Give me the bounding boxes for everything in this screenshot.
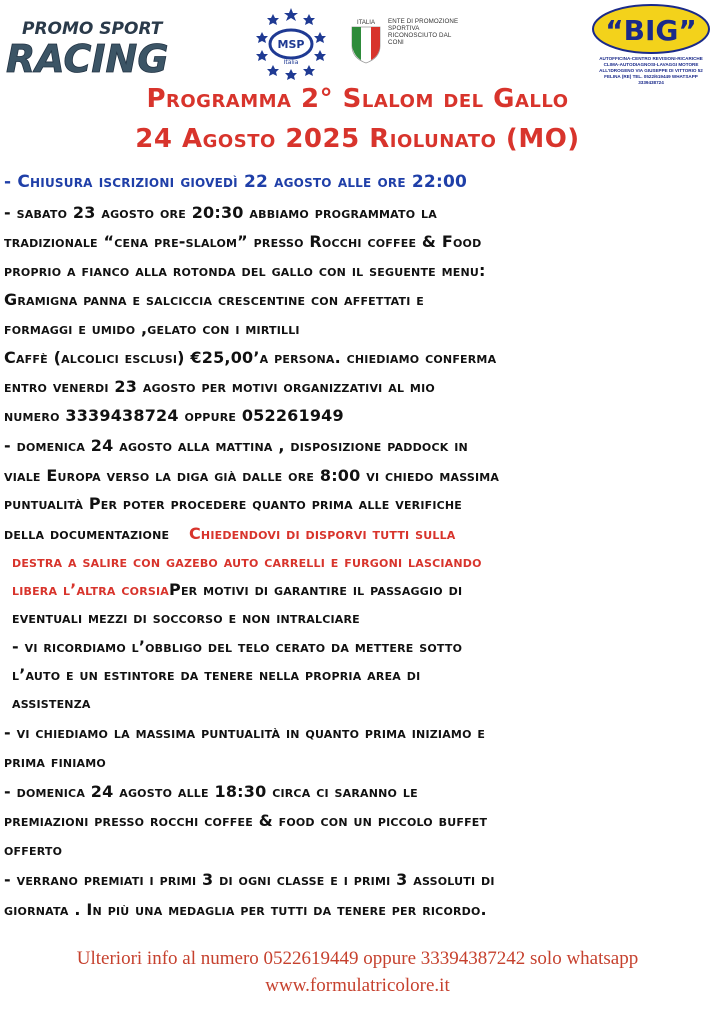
msp-logo-text: MSP bbox=[277, 38, 305, 51]
paddock-instruction-text: Chiedendovi di disporvi tutti sulla bbox=[188, 524, 456, 543]
body-line: numero 3339438724 oppure 052261949 bbox=[4, 406, 344, 425]
body-line: proprio a fianco alla rotonda del gallo con il seguente menu: bbox=[4, 261, 486, 280]
page-title-line2: 24 Agosto 2025 Riolunato (MO) bbox=[135, 124, 580, 154]
body-line: Gramigna panna e salciccia crescentine con affettati e bbox=[4, 290, 425, 309]
body-line: - domenica 24 agosto alla mattina , disposizione paddock in bbox=[4, 436, 468, 455]
coni-text: ENTE DI PROMOZIONE SPORTIVA RICONOSCIUTO DAL CONI bbox=[388, 18, 459, 46]
body-line: tradizionale “cena pre-slalom” presso Rocchi coffee & Food bbox=[4, 232, 482, 251]
coni-country: ITALIA bbox=[357, 20, 375, 26]
body-line: eventuali mezzi di soccorso e non intralciare bbox=[12, 608, 360, 627]
promo-sport-racing-logo bbox=[4, 10, 179, 85]
body-line: l’auto e un estintore da tenere nella propria area di bbox=[12, 665, 421, 684]
page-title-line1: Programma 2° Slalom del Gallo bbox=[146, 84, 569, 114]
documentation-text: della documentazione bbox=[4, 524, 170, 543]
body-line: - domenica 24 agosto alle 18:30 circa ci saranno le bbox=[4, 782, 418, 801]
body-line: assistenza bbox=[12, 693, 91, 712]
footer-website[interactable]: www.formulatricolore.it bbox=[265, 975, 450, 996]
promo-logo-bottom: RACING bbox=[6, 37, 169, 81]
body-line: puntualità Per poter procedere quanto prima alle verifiche bbox=[4, 494, 463, 513]
documentation-line bbox=[4, 524, 712, 543]
big-autofficina-logo bbox=[590, 2, 712, 92]
body-line: - verrano premiati i primi 3 di ogni classe e i primi 3 assoluti di bbox=[4, 870, 495, 889]
rescue-reason-text: Per motivi di garantire il passaggio di bbox=[169, 580, 463, 599]
big-logo-text: “BIG” bbox=[605, 14, 697, 47]
coni-badge bbox=[346, 16, 466, 66]
body-line: Caffè (alcolici esclusi) €25,00’a persona. chiediamo conferma bbox=[4, 348, 497, 367]
body-line: entro venerdi 23 agosto per motivi organizzativi al mio bbox=[4, 377, 435, 396]
body-line: - vi chiediamo la massima puntualità in quanto prima iniziamo e bbox=[4, 723, 486, 742]
promo-logo-top: PROMO SPORT bbox=[22, 19, 163, 39]
msp-logo-sub: Italia bbox=[283, 59, 299, 66]
body-line: - vi ricordiamo l’obbligo del telo cerato da mettere sotto bbox=[12, 637, 463, 656]
body-line: premiazioni presso rocchi coffee & food con un piccolo buffet bbox=[4, 811, 488, 830]
msp-italia-logo bbox=[254, 6, 328, 80]
paddock-instruction-line2: destra a salire con gazebo auto carrelli e furgoni lasciando bbox=[12, 552, 482, 571]
body-line: giornata . In più una medaglia per tutti da tenere per ricordo. bbox=[4, 900, 487, 919]
body-line: formaggi e umido ,gelato con i mirtilli bbox=[4, 319, 300, 338]
body-line: offerto bbox=[4, 840, 63, 859]
body-line: viale Europa verso la diga già dalle ore 8:00 vi chiedo massima bbox=[4, 466, 500, 485]
paddock-instruction-text3: libera l’altra corsia bbox=[12, 580, 170, 599]
body-line: prima finiamo bbox=[4, 752, 106, 771]
closing-registration-line: - Chiusura iscrizioni giovedì 22 agosto alle ore 22:00 bbox=[4, 172, 467, 192]
big-contact-text: AUTOFFICINA-CENTRO REVISIONI-RICARICHE CLIMA-AUTODIAGNOSI-LAVAGGI MOTORE ALL'IDROGENO VIA GIUSEPPE DI VITTORIO 52 FELINA (RE) TEL. 0522/619449 WHATSAPP 3339438724 bbox=[599, 56, 703, 85]
footer-info: Ulteriori info al numero 0522619449 oppure 33394387242 solo whatsapp bbox=[76, 948, 639, 969]
paddock-instruction-line3 bbox=[12, 580, 715, 599]
body-line: - sabato 23 agosto ore 20:30 abbiamo programmato la bbox=[4, 203, 437, 222]
